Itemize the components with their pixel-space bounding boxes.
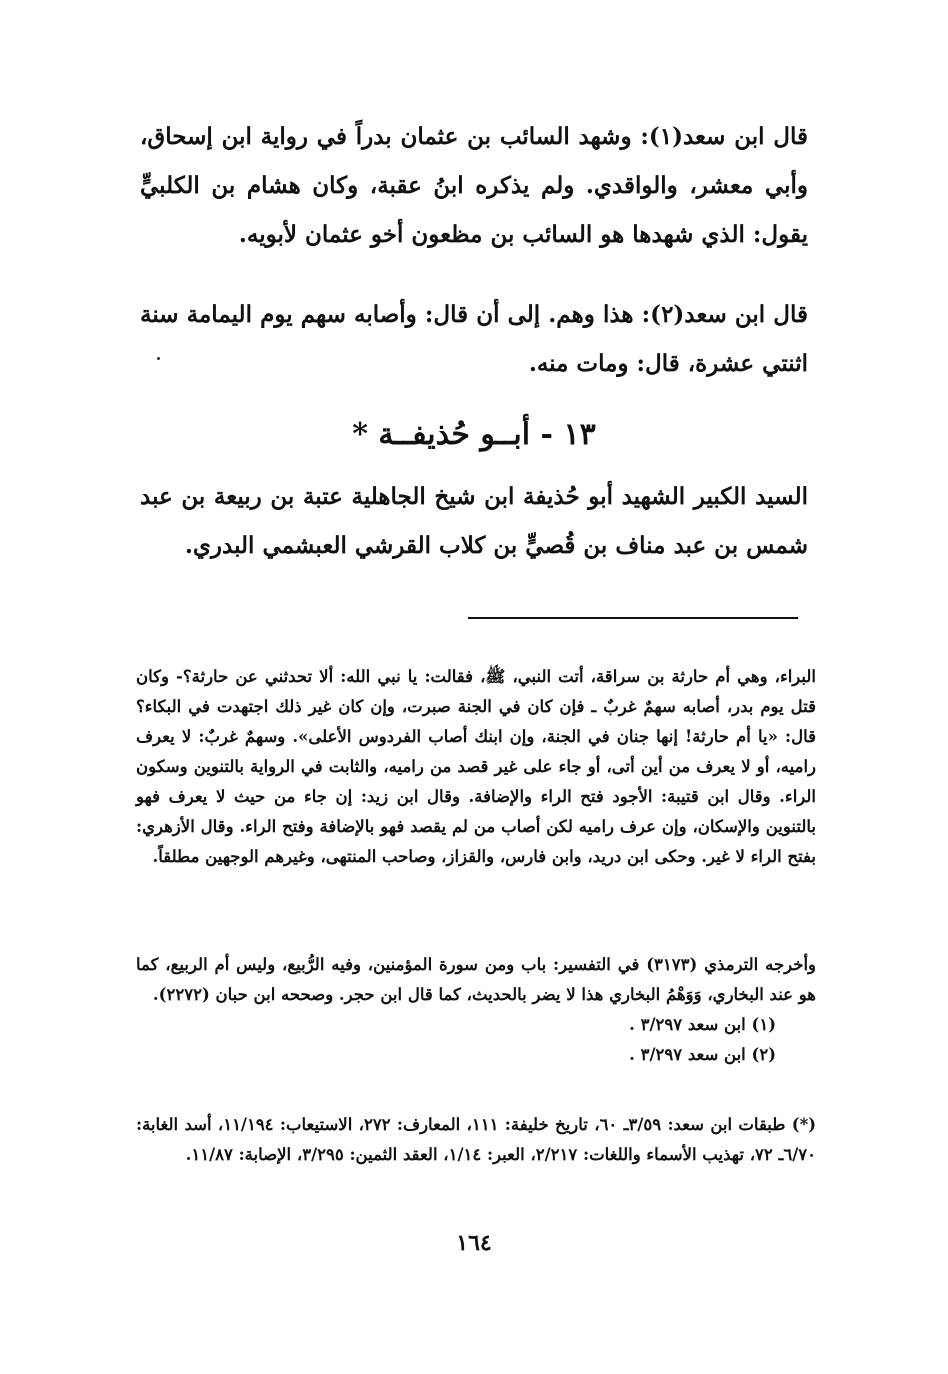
- footnote-continuation: [136, 662, 816, 872]
- paragraph-ibn-saad-2: قال ابن سعد(٢): هذا وهم. إلى أن قال: وأصابه سهم يوم اليمامة سنة اثنتي عشرة، قال: ومات منه.: [140, 301, 808, 377]
- footnote-2: (٢) ابن سعد ٣/٢٩٧ .: [629, 1045, 776, 1064]
- section-heading: ١٣ - أبــو حُذيفــة *: [352, 417, 596, 452]
- sources-footnote: [136, 1110, 816, 1170]
- ink-speck: [157, 357, 160, 360]
- footnote-continuation-text: البراء، وهي أم حارثة بن سراقة، أتت النبي، ﷺ، فقالت: يا نبي الله: ألا تحدثني عن حارثة؟- وكان قتل يوم بدر، أصابه سهمٌ غربٌ ـ فإن كان في الجنة صبرت، وإن كان غير ذلك اجتهدت في البكاء؟ قال: «يا أم حارثة! إنها جنان في الجنة، وإن ابنك أصاب الفردوس الأعلى». وسهمٌ غربٌ: لا يعرف راميه، أو لا يعرف من أين أتى، أو جاء على غير قصد من راميه، والثابت في الرواية بالتنوين وسكون الراء. وقال ابن قتيبة: الأجود فتح الراء والإضافة. وقال ابن زيد: إن جاء من حيث لا يعرف فهو بالتنوين والإسكان، وإن عرف راميه لكن أصاب من لم يقصد فهو بالإضافة وفتح الراء. وقال الأزهري: بفتح الراء لا غير. وحكى ابن دريد، وابن فارس، والقزاز، وصاحب المنتهى، وغيرهم الوجهين مطلقاً.: [136, 667, 816, 866]
- footnote-takhrij: وأخرجه الترمذي (٣١٧٣) في التفسير: باب ومن سورة المؤمنين، وفيه الرُّبيع، وليس أم الربيع، كما هو عند البخاري، وَوَهْمُ البخاري هذا لا يضر بالحديث، كما قال ابن حجر. وصححه ابن حبان (٢٢٧٢).: [136, 955, 817, 1004]
- sources-text: (*) طبقات ابن سعد: ٣/٥٩ـ ٦٠، تاريخ خليفة: ١١١، المعارف: ٢٧٢، الاستيعاب: ١١/١٩٤، أسد الغابة: ٦/٧٠ـ ٧٢، تهذيب الأسماء واللغات: ٢/٢١٧، العبر: ١/١٤، العقد الثمين: ٣/٢٩٥، الإصابة: ١١/٨٧.: [136, 1115, 817, 1164]
- footnote-1: (١) ابن سعد ٣/٢٩٧ .: [629, 1015, 776, 1034]
- footnote-separator: [468, 617, 798, 619]
- page-number: ١٦٤: [456, 1230, 492, 1256]
- footnote-block: [136, 950, 816, 1070]
- section-paragraph: السيد الكبير الشهيد أبو حُذيفة ابن شيخ الجاهلية عتبة بن ربيعة بن عبد شمس بن عبد مناف بن قُصيٍّ بن كلاب القرشي العبشمي البدري.: [140, 483, 808, 559]
- paragraph-ibn-saad-1: قال ابن سعد(١): وشهد السائب بن عثمان بدراً في رواية ابن إسحاق، وأبي معشر، والواقدي. ولم يذكره ابنُ عقبة، وكان هشام بن الكلبيٍّ يقول: الذي شهدها هو السائب بن مظعون أخو عثمان لأبويه.: [140, 123, 808, 248]
